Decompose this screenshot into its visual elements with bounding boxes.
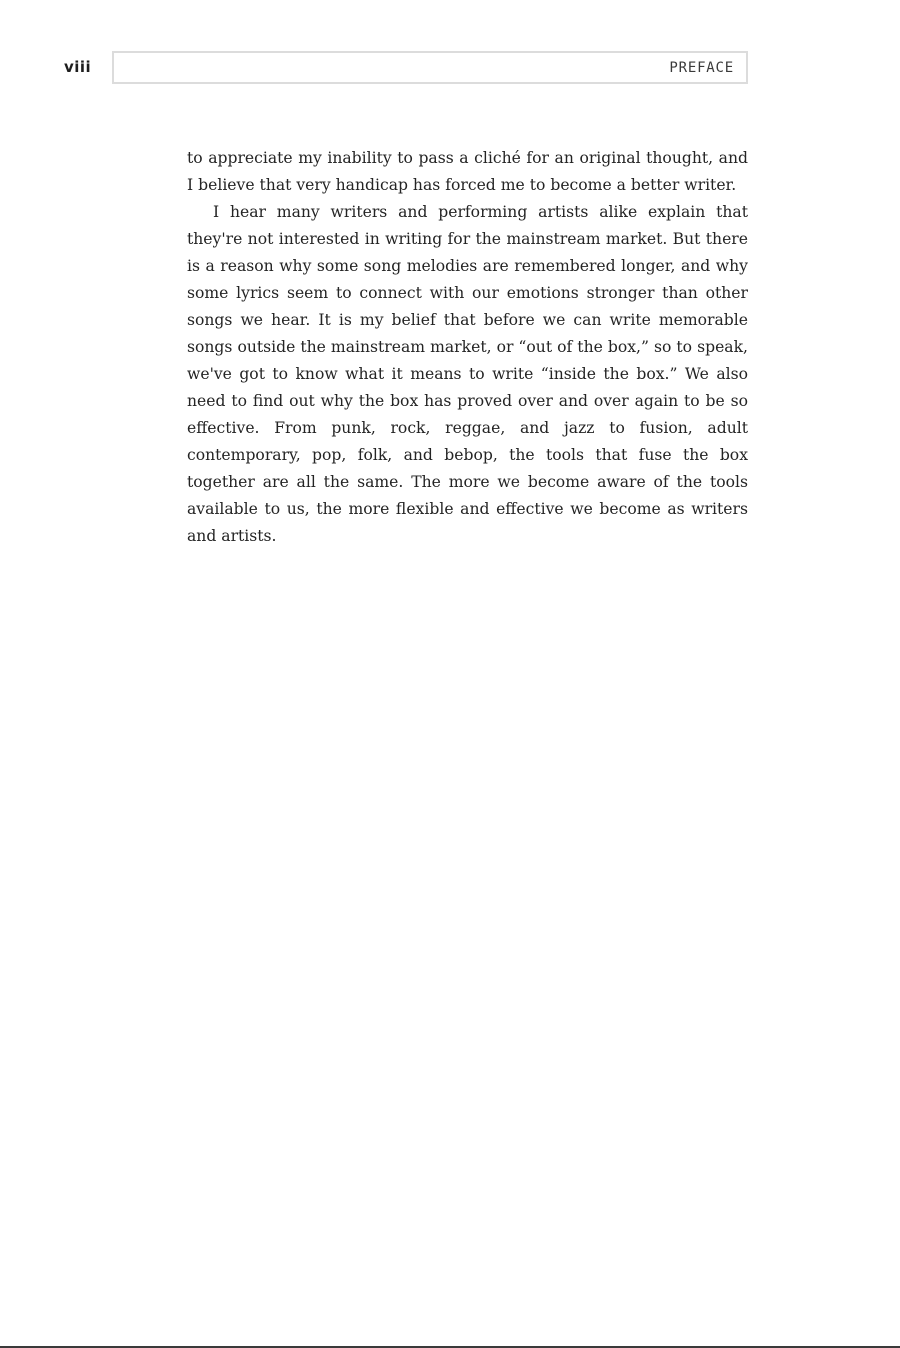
- body-text: [187, 145, 748, 550]
- paragraph-inside-the-box: I hear many writers and performing artists alike explain that they're not interested in writing for the mainstream market. But there is a reason why some song melodies are remembered longer, and why some lyrics seem to connect with our emotions stronger than other songs we hear. It is my belief that before we can write memorable songs outside the mainstream market, or “out of the box,” so to speak, we've got to know what it means to write “inside the box.” We also need to find out why the box has proved over and over again to be so effective. From punk, rock, reggae, and jazz to fusion, adult contemporary, pop, folk, and bebop, the tools that fuse the box together are all the same. The more we become aware of the tools available to us, the more flexible and effective we become as writers and artists.: [187, 203, 748, 545]
- page-number: viii: [64, 58, 92, 76]
- running-header-title: PREFACE: [669, 60, 734, 76]
- running-header-box: [112, 51, 748, 84]
- paragraph-continued: to appreciate my inability to pass a cliché for an original thought, and I believe that very handicap has forced me to become a better writer.: [187, 149, 748, 194]
